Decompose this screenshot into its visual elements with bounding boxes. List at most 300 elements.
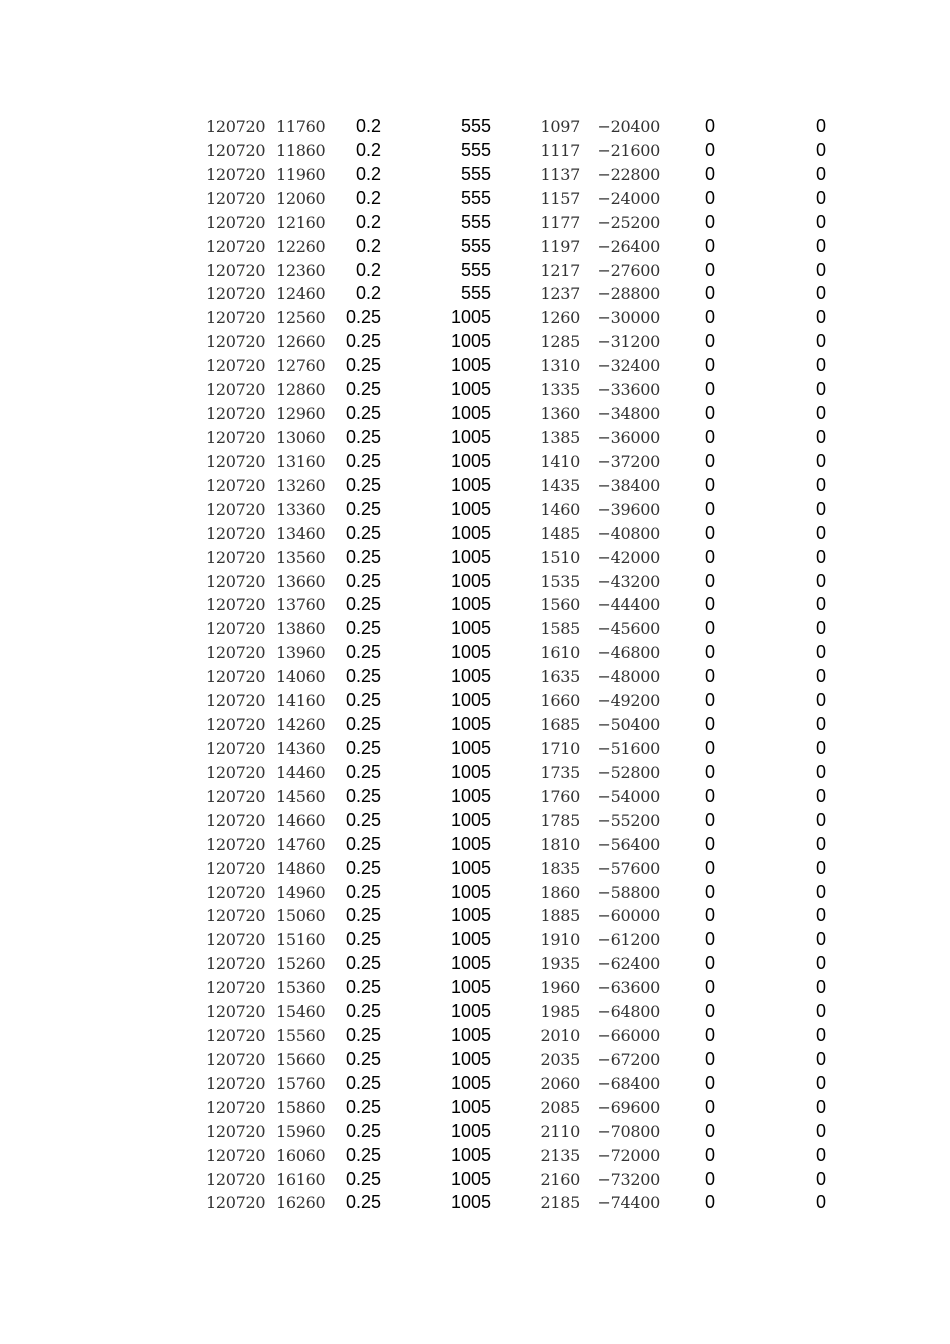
table-row <box>0 689 950 713</box>
table-row <box>0 498 950 522</box>
date-cell: 120720 <box>206 762 266 782</box>
table-row <box>0 641 950 665</box>
table-row <box>0 1096 950 1120</box>
zero-cell-b: 0 <box>815 881 826 902</box>
offset-cell: −30000 <box>597 308 660 328</box>
amount-cell: 555 <box>460 235 491 256</box>
position-cell: 11960 <box>276 164 326 184</box>
position-cell: 13460 <box>276 523 326 543</box>
position-cell: 13960 <box>276 643 326 663</box>
amount-cell: 1005 <box>450 737 491 758</box>
offset-cell: −22800 <box>597 164 660 184</box>
zero-cell-a: 0 <box>705 618 716 639</box>
index-cell: 1360 <box>540 404 580 424</box>
zero-cell-a: 0 <box>705 809 716 830</box>
offset-cell: −42000 <box>597 547 660 567</box>
ratio-cell: 0.25 <box>345 690 381 711</box>
offset-cell: −73200 <box>597 1169 660 1189</box>
zero-cell-b: 0 <box>815 977 826 998</box>
index-cell: 2010 <box>540 1026 580 1046</box>
ratio-cell: 0.25 <box>345 857 381 878</box>
ratio-cell: 0.25 <box>345 522 381 543</box>
table-row <box>0 952 950 976</box>
ratio-cell: 0.25 <box>345 1001 381 1022</box>
offset-cell: −38400 <box>597 475 660 495</box>
index-cell: 1157 <box>540 188 580 208</box>
zero-cell-b: 0 <box>815 259 826 280</box>
zero-cell-a: 0 <box>705 1001 716 1022</box>
zero-cell-a: 0 <box>705 1048 716 1069</box>
position-cell: 12860 <box>276 380 326 400</box>
table-row <box>0 617 950 641</box>
date-cell: 120720 <box>206 1121 266 1141</box>
date-cell: 120720 <box>206 140 266 160</box>
index-cell: 1097 <box>540 117 580 136</box>
zero-cell-b: 0 <box>815 618 826 639</box>
table-row <box>0 976 950 1000</box>
index-cell: 1610 <box>540 643 580 663</box>
index-cell: 2135 <box>540 1145 580 1165</box>
index-cell: 1237 <box>540 284 580 304</box>
zero-cell-a: 0 <box>705 857 716 878</box>
position-cell: 14360 <box>276 738 326 758</box>
zero-cell-a: 0 <box>705 426 716 447</box>
offset-cell: −40800 <box>597 523 660 543</box>
amount-cell: 1005 <box>450 450 491 471</box>
table-row <box>0 1000 950 1024</box>
zero-cell-a: 0 <box>705 211 716 232</box>
position-cell: 14160 <box>276 691 326 711</box>
date-cell: 120720 <box>206 404 266 424</box>
date-cell: 120720 <box>206 906 266 926</box>
table-row <box>0 402 950 426</box>
date-cell: 120720 <box>206 547 266 567</box>
table-row <box>0 928 950 952</box>
zero-cell-a: 0 <box>705 761 716 782</box>
amount-cell: 1005 <box>450 690 491 711</box>
position-cell: 14960 <box>276 882 326 902</box>
zero-cell-a: 0 <box>705 929 716 950</box>
ratio-cell: 0.25 <box>345 1025 381 1046</box>
zero-cell-b: 0 <box>815 355 826 376</box>
zero-cell-a: 0 <box>705 1096 716 1117</box>
offset-cell: −39600 <box>597 499 660 519</box>
zero-cell-b: 0 <box>815 379 826 400</box>
amount-cell: 1005 <box>450 1001 491 1022</box>
amount-cell: 1005 <box>450 1025 491 1046</box>
date-cell: 120720 <box>206 284 266 304</box>
zero-cell-a: 0 <box>705 714 716 735</box>
table-row <box>0 1191 950 1215</box>
amount-cell: 1005 <box>450 618 491 639</box>
ratio-cell: 0.25 <box>345 977 381 998</box>
ratio-cell: 0.25 <box>345 498 381 519</box>
date-cell: 120720 <box>206 643 266 663</box>
zero-cell-a: 0 <box>705 953 716 974</box>
zero-cell-a: 0 <box>705 785 716 806</box>
index-cell: 1660 <box>540 691 580 711</box>
table-row <box>0 378 950 402</box>
index-cell: 1710 <box>540 738 580 758</box>
table-row <box>0 1072 950 1096</box>
index-cell: 1960 <box>540 978 580 998</box>
zero-cell-b: 0 <box>815 498 826 519</box>
zero-cell-b: 0 <box>815 1168 826 1189</box>
ratio-cell: 0.25 <box>345 1192 381 1213</box>
amount-cell: 1005 <box>450 426 491 447</box>
position-cell: 13360 <box>276 499 326 519</box>
offset-cell: −25200 <box>597 212 660 232</box>
offset-cell: −56400 <box>597 834 660 854</box>
zero-cell-a: 0 <box>705 737 716 758</box>
amount-cell: 1005 <box>450 857 491 878</box>
zero-cell-a: 0 <box>705 690 716 711</box>
date-cell: 120720 <box>206 236 266 256</box>
position-cell: 12960 <box>276 404 326 424</box>
table-row <box>0 235 950 259</box>
ratio-cell: 0.25 <box>345 1096 381 1117</box>
date-cell: 120720 <box>206 499 266 519</box>
offset-cell: −51600 <box>597 738 660 758</box>
date-cell: 120720 <box>206 882 266 902</box>
position-cell: 12560 <box>276 308 326 328</box>
index-cell: 1410 <box>540 451 580 471</box>
date-cell: 120720 <box>206 188 266 208</box>
zero-cell-b: 0 <box>815 666 826 687</box>
ratio-cell: 0.2 <box>355 283 381 304</box>
date-cell: 120720 <box>206 786 266 806</box>
position-cell: 13060 <box>276 427 326 447</box>
zero-cell-b: 0 <box>815 1048 826 1069</box>
ratio-cell: 0.25 <box>345 761 381 782</box>
index-cell: 1860 <box>540 882 580 902</box>
table-row <box>0 211 950 235</box>
zero-cell-b: 0 <box>815 642 826 663</box>
offset-cell: −43200 <box>597 571 660 591</box>
zero-cell-b: 0 <box>815 139 826 160</box>
offset-cell: −34800 <box>597 404 660 424</box>
table-row <box>0 522 950 546</box>
table-row <box>0 713 950 737</box>
position-cell: 13160 <box>276 451 326 471</box>
ratio-cell: 0.25 <box>345 809 381 830</box>
table-row <box>0 761 950 785</box>
offset-cell: −46800 <box>597 643 660 663</box>
date-cell: 120720 <box>206 834 266 854</box>
offset-cell: −52800 <box>597 762 660 782</box>
offset-cell: −31200 <box>597 332 660 352</box>
amount-cell: 1005 <box>450 474 491 495</box>
date-cell: 120720 <box>206 1073 266 1093</box>
zero-cell-a: 0 <box>705 139 716 160</box>
zero-cell-a: 0 <box>705 833 716 854</box>
amount-cell: 1005 <box>450 379 491 400</box>
zero-cell-b: 0 <box>815 929 826 950</box>
zero-cell-b: 0 <box>815 546 826 567</box>
table-row <box>0 570 950 594</box>
date-cell: 120720 <box>206 930 266 950</box>
date-cell: 120720 <box>206 164 266 184</box>
amount-cell: 1005 <box>450 642 491 663</box>
table-row <box>0 1120 950 1144</box>
offset-cell: −57600 <box>597 858 660 878</box>
ratio-cell: 0.25 <box>345 833 381 854</box>
amount-cell: 1005 <box>450 331 491 352</box>
zero-cell-b: 0 <box>815 283 826 304</box>
zero-cell-b: 0 <box>815 1120 826 1141</box>
zero-cell-a: 0 <box>705 450 716 471</box>
index-cell: 1510 <box>540 547 580 567</box>
date-cell: 120720 <box>206 1145 266 1165</box>
ratio-cell: 0.25 <box>345 929 381 950</box>
position-cell: 14260 <box>276 715 326 735</box>
index-cell: 1117 <box>540 140 580 160</box>
table-row <box>0 593 950 617</box>
offset-cell: −70800 <box>597 1121 660 1141</box>
date-cell: 120720 <box>206 117 266 136</box>
zero-cell-b: 0 <box>815 450 826 471</box>
date-cell: 120720 <box>206 1002 266 1022</box>
ratio-cell: 0.25 <box>345 355 381 376</box>
index-cell: 1635 <box>540 667 580 687</box>
index-cell: 1910 <box>540 930 580 950</box>
zero-cell-b: 0 <box>815 809 826 830</box>
offset-cell: −20400 <box>597 117 660 136</box>
offset-cell: −54000 <box>597 786 660 806</box>
table-row <box>0 187 950 211</box>
position-cell: 15260 <box>276 954 326 974</box>
amount-cell: 555 <box>460 139 491 160</box>
date-cell: 120720 <box>206 691 266 711</box>
offset-cell: −66000 <box>597 1026 660 1046</box>
date-cell: 120720 <box>206 715 266 735</box>
index-cell: 2185 <box>540 1193 580 1213</box>
zero-cell-a: 0 <box>705 881 716 902</box>
ratio-cell: 0.25 <box>345 666 381 687</box>
index-cell: 1217 <box>540 260 580 280</box>
offset-cell: −74400 <box>597 1193 660 1213</box>
table-row <box>0 354 950 378</box>
index-cell: 1585 <box>540 619 580 639</box>
date-cell: 120720 <box>206 978 266 998</box>
ratio-cell: 0.25 <box>345 450 381 471</box>
position-cell: 15860 <box>276 1097 326 1117</box>
offset-cell: −55200 <box>597 810 660 830</box>
amount-cell: 555 <box>460 163 491 184</box>
table-row <box>0 450 950 474</box>
table-row <box>0 665 950 689</box>
zero-cell-a: 0 <box>705 977 716 998</box>
ratio-cell: 0.2 <box>355 163 381 184</box>
index-cell: 1260 <box>540 308 580 328</box>
amount-cell: 1005 <box>450 1120 491 1141</box>
zero-cell-b: 0 <box>815 1001 826 1022</box>
position-cell: 12460 <box>276 284 326 304</box>
amount-cell: 1005 <box>450 522 491 543</box>
index-cell: 2035 <box>540 1049 580 1069</box>
position-cell: 12260 <box>276 236 326 256</box>
offset-cell: −72000 <box>597 1145 660 1165</box>
position-cell: 12660 <box>276 332 326 352</box>
amount-cell: 1005 <box>450 498 491 519</box>
table-row <box>0 282 950 306</box>
zero-cell-a: 0 <box>705 666 716 687</box>
zero-cell-a: 0 <box>705 259 716 280</box>
offset-cell: −26400 <box>597 236 660 256</box>
date-cell: 120720 <box>206 619 266 639</box>
offset-cell: −62400 <box>597 954 660 974</box>
offset-cell: −37200 <box>597 451 660 471</box>
zero-cell-b: 0 <box>815 474 826 495</box>
table-row <box>0 115 950 139</box>
table-row <box>0 857 950 881</box>
table-row <box>0 259 950 283</box>
position-cell: 12760 <box>276 356 326 376</box>
index-cell: 2060 <box>540 1073 580 1093</box>
date-cell: 120720 <box>206 810 266 830</box>
zero-cell-a: 0 <box>705 187 716 208</box>
zero-cell-a: 0 <box>705 546 716 567</box>
index-cell: 1285 <box>540 332 580 352</box>
amount-cell: 1005 <box>450 881 491 902</box>
date-cell: 120720 <box>206 356 266 376</box>
index-cell: 1810 <box>540 834 580 854</box>
zero-cell-a: 0 <box>705 1025 716 1046</box>
date-cell: 120720 <box>206 1026 266 1046</box>
table-row <box>0 139 950 163</box>
date-cell: 120720 <box>206 1193 266 1213</box>
ratio-cell: 0.25 <box>345 594 381 615</box>
zero-cell-b: 0 <box>815 1072 826 1093</box>
offset-cell: −44400 <box>597 595 660 615</box>
index-cell: 1137 <box>540 164 580 184</box>
offset-cell: −48000 <box>597 667 660 687</box>
position-cell: 13660 <box>276 571 326 591</box>
zero-cell-b: 0 <box>815 833 826 854</box>
position-cell: 13260 <box>276 475 326 495</box>
zero-cell-a: 0 <box>705 1120 716 1141</box>
zero-cell-b: 0 <box>815 163 826 184</box>
offset-cell: −36000 <box>597 427 660 447</box>
offset-cell: −60000 <box>597 906 660 926</box>
amount-cell: 1005 <box>450 1048 491 1069</box>
zero-cell-b: 0 <box>815 594 826 615</box>
date-cell: 120720 <box>206 595 266 615</box>
table-row <box>0 809 950 833</box>
position-cell: 16060 <box>276 1145 326 1165</box>
ratio-cell: 0.25 <box>345 714 381 735</box>
date-cell: 120720 <box>206 427 266 447</box>
zero-cell-b: 0 <box>815 307 826 328</box>
table-row <box>0 785 950 809</box>
offset-cell: −67200 <box>597 1049 660 1069</box>
index-cell: 1560 <box>540 595 580 615</box>
amount-cell: 1005 <box>450 809 491 830</box>
amount-cell: 1005 <box>450 905 491 926</box>
index-cell: 1335 <box>540 380 580 400</box>
index-cell: 1985 <box>540 1002 580 1022</box>
date-cell: 120720 <box>206 451 266 471</box>
index-cell: 1760 <box>540 786 580 806</box>
offset-cell: −49200 <box>597 691 660 711</box>
zero-cell-b: 0 <box>815 235 826 256</box>
zero-cell-a: 0 <box>705 642 716 663</box>
zero-cell-a: 0 <box>705 522 716 543</box>
position-cell: 15560 <box>276 1026 326 1046</box>
zero-cell-b: 0 <box>815 785 826 806</box>
amount-cell: 1005 <box>450 953 491 974</box>
amount-cell: 555 <box>460 259 491 280</box>
date-cell: 120720 <box>206 308 266 328</box>
position-cell: 14460 <box>276 762 326 782</box>
zero-cell-b: 0 <box>815 1096 826 1117</box>
zero-cell-a: 0 <box>705 331 716 352</box>
zero-cell-b: 0 <box>815 211 826 232</box>
zero-cell-b: 0 <box>815 1144 826 1165</box>
date-cell: 120720 <box>206 260 266 280</box>
amount-cell: 555 <box>460 116 491 136</box>
date-cell: 120720 <box>206 571 266 591</box>
date-cell: 120720 <box>206 1097 266 1117</box>
offset-cell: −61200 <box>597 930 660 950</box>
offset-cell: −58800 <box>597 882 660 902</box>
zero-cell-b: 0 <box>815 187 826 208</box>
ratio-cell: 0.25 <box>345 905 381 926</box>
amount-cell: 1005 <box>450 570 491 591</box>
zero-cell-b: 0 <box>815 737 826 758</box>
zero-cell-a: 0 <box>705 905 716 926</box>
position-cell: 14060 <box>276 667 326 687</box>
position-cell: 13560 <box>276 547 326 567</box>
position-cell: 13760 <box>276 595 326 615</box>
zero-cell-a: 0 <box>705 498 716 519</box>
position-cell: 15460 <box>276 1002 326 1022</box>
offset-cell: −63600 <box>597 978 660 998</box>
date-cell: 120720 <box>206 523 266 543</box>
table-row <box>0 1048 950 1072</box>
zero-cell-a: 0 <box>705 1192 716 1213</box>
amount-cell: 1005 <box>450 833 491 854</box>
position-cell: 13860 <box>276 619 326 639</box>
date-cell: 120720 <box>206 380 266 400</box>
zero-cell-a: 0 <box>705 1168 716 1189</box>
ratio-cell: 0.25 <box>345 881 381 902</box>
position-cell: 15960 <box>276 1121 326 1141</box>
zero-cell-a: 0 <box>705 355 716 376</box>
ratio-cell: 0.25 <box>345 570 381 591</box>
zero-cell-b: 0 <box>815 1025 826 1046</box>
ratio-cell: 0.25 <box>345 546 381 567</box>
zero-cell-b: 0 <box>815 690 826 711</box>
zero-cell-b: 0 <box>815 331 826 352</box>
amount-cell: 1005 <box>450 1144 491 1165</box>
index-cell: 1535 <box>540 571 580 591</box>
index-cell: 1735 <box>540 762 580 782</box>
ratio-cell: 0.25 <box>345 953 381 974</box>
position-cell: 11860 <box>276 140 326 160</box>
zero-cell-b: 0 <box>815 953 826 974</box>
index-cell: 2085 <box>540 1097 580 1117</box>
index-cell: 1885 <box>540 906 580 926</box>
ratio-cell: 0.25 <box>345 618 381 639</box>
zero-cell-b: 0 <box>815 857 826 878</box>
amount-cell: 1005 <box>450 666 491 687</box>
position-cell: 14760 <box>276 834 326 854</box>
zero-cell-a: 0 <box>705 474 716 495</box>
amount-cell: 1005 <box>450 1168 491 1189</box>
index-cell: 1385 <box>540 427 580 447</box>
position-cell: 16260 <box>276 1193 326 1213</box>
